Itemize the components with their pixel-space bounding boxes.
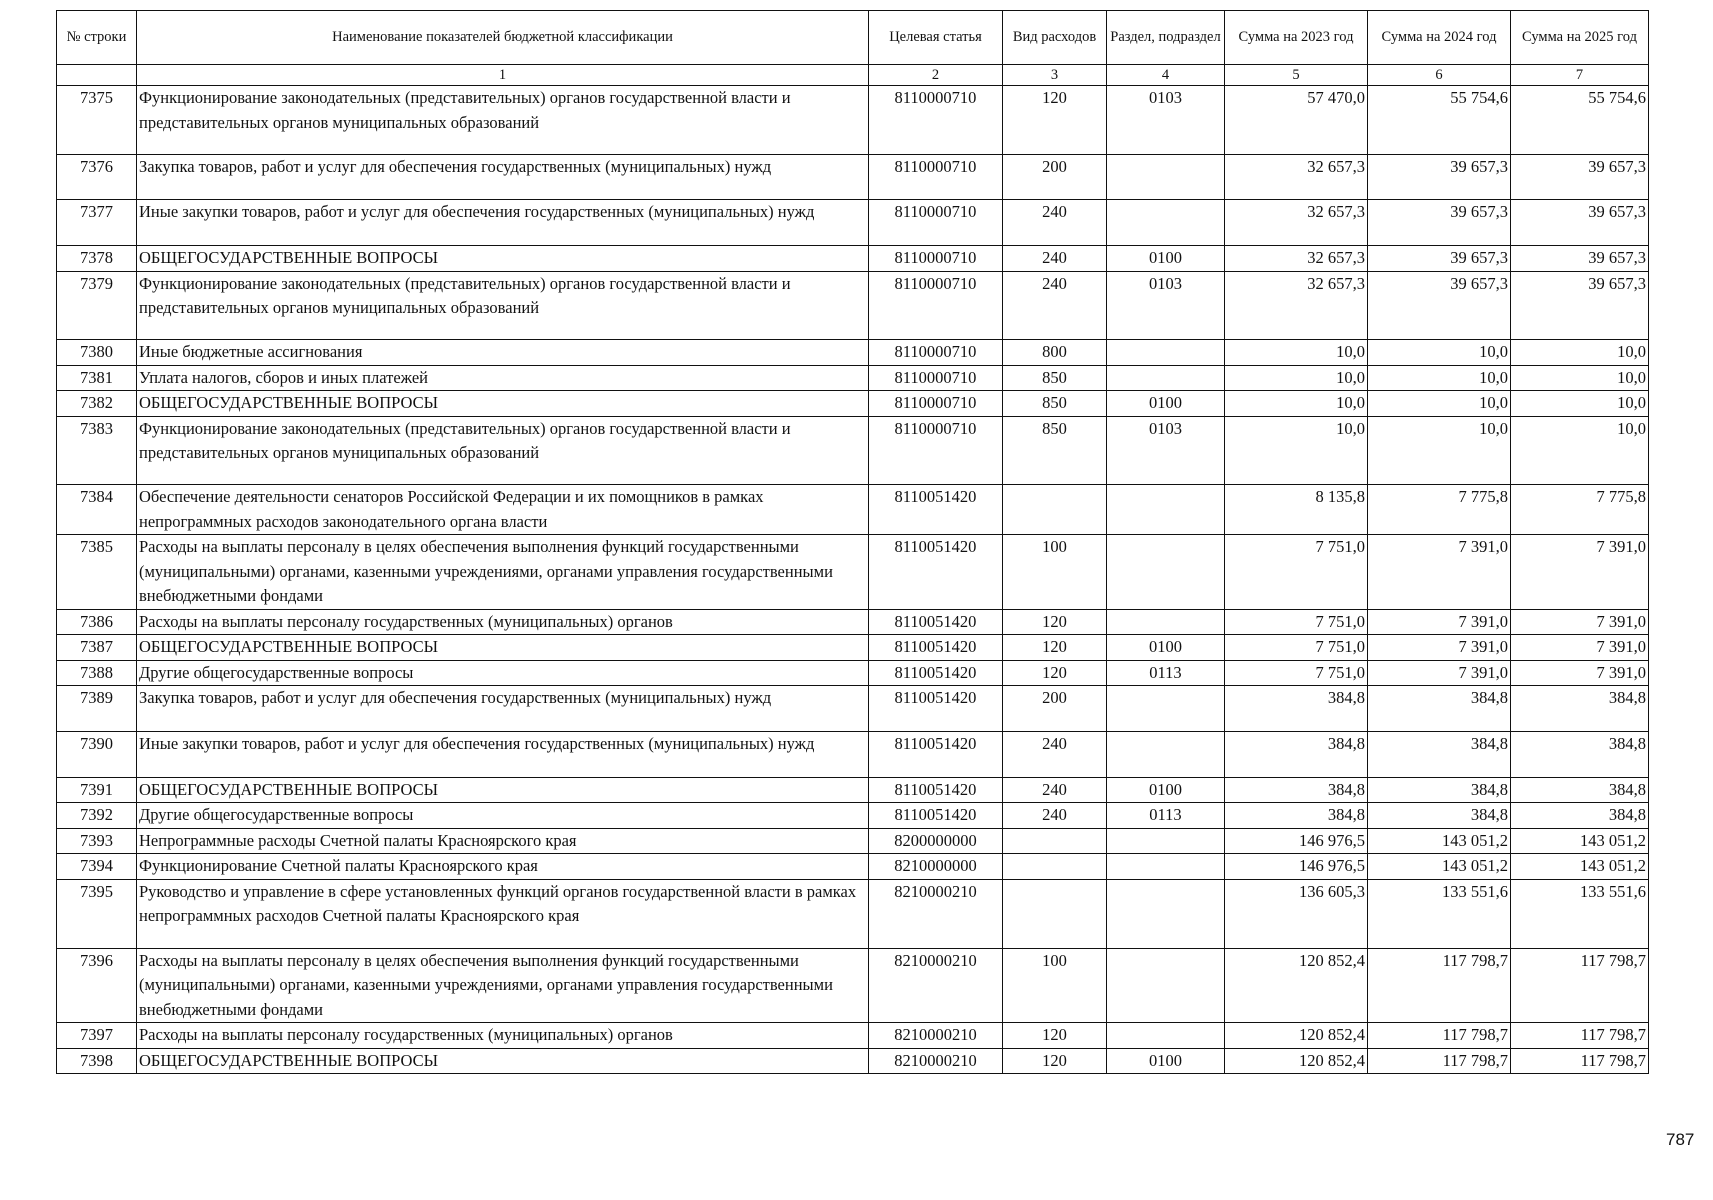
table-row: [57, 879, 1649, 948]
target-article-cell: 8110000710: [869, 200, 1003, 246]
column-number: [57, 65, 137, 86]
section-cell: [1107, 879, 1225, 948]
indicator-name-cell: Функционирование Счетной палаты Красноярского края: [137, 854, 869, 880]
indicator-name-cell: Иные закупки товаров, работ и услуг для обеспечения государственных (муниципальных) нужд: [137, 732, 869, 778]
column-number: 5: [1225, 65, 1368, 86]
row-number-cell: 7392: [57, 803, 137, 829]
section-cell: [1107, 854, 1225, 880]
row-number-cell: 7376: [57, 154, 137, 200]
expense-type-cell: 240: [1003, 777, 1107, 803]
table-row: [57, 609, 1649, 635]
section-cell: [1107, 365, 1225, 391]
target-article-cell: 8110051420: [869, 660, 1003, 686]
expense-type-cell: 240: [1003, 732, 1107, 778]
table-row: [57, 803, 1649, 829]
row-number-cell: 7393: [57, 828, 137, 854]
column-number: 7: [1511, 65, 1649, 86]
sum-2024-cell: 39 657,3: [1368, 200, 1511, 246]
sum-2023-cell: 32 657,3: [1225, 246, 1368, 272]
table-row: [57, 854, 1649, 880]
page-number: 787: [1666, 1130, 1695, 1149]
sum-2023-cell: 10,0: [1225, 365, 1368, 391]
expense-type-cell: 850: [1003, 416, 1107, 485]
target-article-cell: 8110000710: [869, 246, 1003, 272]
sum-2024-cell: 384,8: [1368, 803, 1511, 829]
sum-2024-cell: 117 798,7: [1368, 1048, 1511, 1074]
indicator-name-cell: Расходы на выплаты персоналу в целях обеспечения выполнения функций государственными (муниципальными) органами, казенными учреждениями, органами управления государственными внебюджетными фондами: [137, 948, 869, 1023]
target-article-cell: 8110000710: [869, 391, 1003, 417]
sum-2025-cell: 7 391,0: [1511, 660, 1649, 686]
sum-2025-cell: 10,0: [1511, 340, 1649, 366]
table-row: [57, 365, 1649, 391]
sum-2025-cell: 143 051,2: [1511, 828, 1649, 854]
header-sum-2023: Сумма на 2023 год: [1225, 11, 1368, 65]
sum-2023-cell: 10,0: [1225, 340, 1368, 366]
column-numbers-row: [57, 65, 1649, 86]
sum-2025-cell: 7 391,0: [1511, 535, 1649, 610]
sum-2023-cell: 120 852,4: [1225, 948, 1368, 1023]
sum-2024-cell: 7 391,0: [1368, 609, 1511, 635]
column-number: 4: [1107, 65, 1225, 86]
table-row: [57, 732, 1649, 778]
indicator-name-cell: Другие общегосударственные вопросы: [137, 803, 869, 829]
sum-2025-cell: 7 391,0: [1511, 609, 1649, 635]
target-article-cell: 8110051420: [869, 803, 1003, 829]
expense-type-cell: 200: [1003, 686, 1107, 732]
header-name: Наименование показателей бюджетной классификации: [137, 11, 869, 65]
sum-2023-cell: 120 852,4: [1225, 1023, 1368, 1049]
sum-2024-cell: 384,8: [1368, 777, 1511, 803]
row-number-cell: 7384: [57, 485, 137, 535]
table-row: [57, 271, 1649, 340]
column-number: 3: [1003, 65, 1107, 86]
section-cell: [1107, 485, 1225, 535]
sum-2023-cell: 32 657,3: [1225, 200, 1368, 246]
target-article-cell: 8200000000: [869, 828, 1003, 854]
sum-2025-cell: 39 657,3: [1511, 246, 1649, 272]
row-number-cell: 7391: [57, 777, 137, 803]
sum-2024-cell: 10,0: [1368, 340, 1511, 366]
target-article-cell: 8210000210: [869, 879, 1003, 948]
table-row: [57, 391, 1649, 417]
sum-2025-cell: 384,8: [1511, 777, 1649, 803]
section-cell: [1107, 686, 1225, 732]
indicator-name-cell: Расходы на выплаты персоналу государственных (муниципальных) органов: [137, 1023, 869, 1049]
table-row: [57, 340, 1649, 366]
table-row: [57, 485, 1649, 535]
header-row-number: № строки: [57, 11, 137, 65]
sum-2024-cell: 7 391,0: [1368, 535, 1511, 610]
sum-2025-cell: 384,8: [1511, 686, 1649, 732]
row-number-cell: 7382: [57, 391, 137, 417]
indicator-name-cell: Руководство и управление в сфере установленных функций органов государственной власти в рамках непрограммных расходов Счетной палаты Красноярского края: [137, 879, 869, 948]
row-number-cell: 7380: [57, 340, 137, 366]
sum-2023-cell: 384,8: [1225, 686, 1368, 732]
section-cell: 0113: [1107, 803, 1225, 829]
table-row: [57, 200, 1649, 246]
section-cell: 0100: [1107, 777, 1225, 803]
sum-2023-cell: 8 135,8: [1225, 485, 1368, 535]
table-row: [57, 1048, 1649, 1074]
sum-2025-cell: 10,0: [1511, 365, 1649, 391]
sum-2023-cell: 10,0: [1225, 391, 1368, 417]
sum-2023-cell: 10,0: [1225, 416, 1368, 485]
target-article-cell: 8110000710: [869, 340, 1003, 366]
row-number-cell: 7379: [57, 271, 137, 340]
expense-type-cell: [1003, 828, 1107, 854]
sum-2023-cell: 7 751,0: [1225, 660, 1368, 686]
sum-2024-cell: 39 657,3: [1368, 271, 1511, 340]
section-cell: [1107, 535, 1225, 610]
sum-2023-cell: 146 976,5: [1225, 828, 1368, 854]
target-article-cell: 8110051420: [869, 609, 1003, 635]
expense-type-cell: 240: [1003, 271, 1107, 340]
expense-type-cell: [1003, 485, 1107, 535]
expense-type-cell: 850: [1003, 365, 1107, 391]
section-cell: 0100: [1107, 391, 1225, 417]
sum-2023-cell: 32 657,3: [1225, 154, 1368, 200]
indicator-name-cell: Расходы на выплаты персоналу государственных (муниципальных) органов: [137, 609, 869, 635]
target-article-cell: 8210000000: [869, 854, 1003, 880]
sum-2024-cell: 7 391,0: [1368, 635, 1511, 661]
sum-2025-cell: 384,8: [1511, 732, 1649, 778]
sum-2024-cell: 39 657,3: [1368, 246, 1511, 272]
target-article-cell: 8210000210: [869, 1048, 1003, 1074]
table-row: [57, 777, 1649, 803]
sum-2025-cell: 117 798,7: [1511, 1023, 1649, 1049]
expense-type-cell: 240: [1003, 200, 1107, 246]
section-cell: [1107, 609, 1225, 635]
row-number-cell: 7395: [57, 879, 137, 948]
indicator-name-cell: ОБЩЕГОСУДАРСТВЕННЫЕ ВОПРОСЫ: [137, 777, 869, 803]
sum-2024-cell: 7 775,8: [1368, 485, 1511, 535]
row-number-cell: 7386: [57, 609, 137, 635]
sum-2023-cell: 57 470,0: [1225, 86, 1368, 155]
indicator-name-cell: Функционирование законодательных (представительных) органов государственной власти и представительных органов муниципальных образований: [137, 271, 869, 340]
header-expense-type: Вид расходов: [1003, 11, 1107, 65]
indicator-name-cell: Иные закупки товаров, работ и услуг для обеспечения государственных (муниципальных) нужд: [137, 200, 869, 246]
expense-type-cell: 120: [1003, 1048, 1107, 1074]
sum-2025-cell: 117 798,7: [1511, 1048, 1649, 1074]
section-cell: [1107, 828, 1225, 854]
expense-type-cell: 200: [1003, 154, 1107, 200]
section-cell: [1107, 340, 1225, 366]
target-article-cell: 8210000210: [869, 948, 1003, 1023]
expense-type-cell: 240: [1003, 246, 1107, 272]
expense-type-cell: 120: [1003, 1023, 1107, 1049]
row-number-cell: 7390: [57, 732, 137, 778]
row-number-cell: 7398: [57, 1048, 137, 1074]
header-section: Раздел, подраздел: [1107, 11, 1225, 65]
table-body: [57, 86, 1649, 1074]
sum-2024-cell: 10,0: [1368, 416, 1511, 485]
section-cell: 0100: [1107, 1048, 1225, 1074]
section-cell: 0100: [1107, 246, 1225, 272]
sum-2023-cell: 7 751,0: [1225, 609, 1368, 635]
indicator-name-cell: Функционирование законодательных (представительных) органов государственной власти и представительных органов муниципальных образований: [137, 416, 869, 485]
expense-type-cell: 120: [1003, 660, 1107, 686]
sum-2025-cell: 39 657,3: [1511, 154, 1649, 200]
sum-2023-cell: 384,8: [1225, 777, 1368, 803]
sum-2024-cell: 7 391,0: [1368, 660, 1511, 686]
row-number-cell: 7381: [57, 365, 137, 391]
column-number: 2: [869, 65, 1003, 86]
indicator-name-cell: Непрограммные расходы Счетной палаты Красноярского края: [137, 828, 869, 854]
sum-2025-cell: 39 657,3: [1511, 200, 1649, 246]
section-cell: [1107, 200, 1225, 246]
indicator-name-cell: ОБЩЕГОСУДАРСТВЕННЫЕ ВОПРОСЫ: [137, 246, 869, 272]
target-article-cell: 8110000710: [869, 86, 1003, 155]
indicator-name-cell: ОБЩЕГОСУДАРСТВЕННЫЕ ВОПРОСЫ: [137, 1048, 869, 1074]
expense-type-cell: [1003, 854, 1107, 880]
row-number-cell: 7394: [57, 854, 137, 880]
header-row: [57, 11, 1649, 65]
row-number-cell: 7377: [57, 200, 137, 246]
sum-2025-cell: 7 391,0: [1511, 635, 1649, 661]
sum-2024-cell: 55 754,6: [1368, 86, 1511, 155]
sum-2025-cell: 143 051,2: [1511, 854, 1649, 880]
expense-type-cell: 120: [1003, 609, 1107, 635]
row-number-cell: 7387: [57, 635, 137, 661]
sum-2024-cell: 117 798,7: [1368, 948, 1511, 1023]
header-sum-2025: Сумма на 2025 год: [1511, 11, 1649, 65]
row-number-cell: 7378: [57, 246, 137, 272]
indicator-name-cell: Функционирование законодательных (представительных) органов государственной власти и представительных органов муниципальных образований: [137, 86, 869, 155]
indicator-name-cell: Закупка товаров, работ и услуг для обеспечения государственных (муниципальных) нужд: [137, 154, 869, 200]
sum-2025-cell: 7 775,8: [1511, 485, 1649, 535]
section-cell: 0113: [1107, 660, 1225, 686]
indicator-name-cell: Иные бюджетные ассигнования: [137, 340, 869, 366]
sum-2024-cell: 133 551,6: [1368, 879, 1511, 948]
column-number: 6: [1368, 65, 1511, 86]
table-row: [57, 246, 1649, 272]
sum-2024-cell: 143 051,2: [1368, 828, 1511, 854]
indicator-name-cell: Обеспечение деятельности сенаторов Российской Федерации и их помощников в рамках непрограммных расходов законодательного органа власти: [137, 485, 869, 535]
budget-classification-table: [56, 10, 1649, 1074]
column-number: 1: [137, 65, 869, 86]
expense-type-cell: [1003, 879, 1107, 948]
row-number-cell: 7397: [57, 1023, 137, 1049]
header-sum-2024: Сумма на 2024 год: [1368, 11, 1511, 65]
row-number-cell: 7396: [57, 948, 137, 1023]
sum-2025-cell: 10,0: [1511, 416, 1649, 485]
sum-2023-cell: 384,8: [1225, 732, 1368, 778]
row-number-cell: 7375: [57, 86, 137, 155]
header-target-article: Целевая статья: [869, 11, 1003, 65]
sum-2023-cell: 384,8: [1225, 803, 1368, 829]
sum-2023-cell: 146 976,5: [1225, 854, 1368, 880]
sum-2025-cell: 55 754,6: [1511, 86, 1649, 155]
table-row: [57, 416, 1649, 485]
table-row: [57, 635, 1649, 661]
sum-2025-cell: 39 657,3: [1511, 271, 1649, 340]
sum-2025-cell: 384,8: [1511, 803, 1649, 829]
row-number-cell: 7388: [57, 660, 137, 686]
table-row: [57, 154, 1649, 200]
row-number-cell: 7389: [57, 686, 137, 732]
sum-2024-cell: 39 657,3: [1368, 154, 1511, 200]
target-article-cell: 8110051420: [869, 777, 1003, 803]
sum-2024-cell: 143 051,2: [1368, 854, 1511, 880]
sum-2023-cell: 7 751,0: [1225, 535, 1368, 610]
section-cell: 0103: [1107, 416, 1225, 485]
section-cell: [1107, 154, 1225, 200]
expense-type-cell: 100: [1003, 535, 1107, 610]
target-article-cell: 8110000710: [869, 416, 1003, 485]
sum-2025-cell: 117 798,7: [1511, 948, 1649, 1023]
table-row: [57, 535, 1649, 610]
target-article-cell: 8110051420: [869, 485, 1003, 535]
indicator-name-cell: Расходы на выплаты персоналу в целях обеспечения выполнения функций государственными (муниципальными) органами, казенными учреждениями, органами управления государственными внебюджетными фондами: [137, 535, 869, 610]
table-row: [57, 948, 1649, 1023]
expense-type-cell: 100: [1003, 948, 1107, 1023]
target-article-cell: 8210000210: [869, 1023, 1003, 1049]
section-cell: 0103: [1107, 86, 1225, 155]
indicator-name-cell: Уплата налогов, сборов и иных платежей: [137, 365, 869, 391]
sum-2023-cell: 7 751,0: [1225, 635, 1368, 661]
target-article-cell: 8110051420: [869, 732, 1003, 778]
expense-type-cell: 850: [1003, 391, 1107, 417]
sum-2024-cell: 384,8: [1368, 732, 1511, 778]
table-row: [57, 660, 1649, 686]
indicator-name-cell: ОБЩЕГОСУДАРСТВЕННЫЕ ВОПРОСЫ: [137, 635, 869, 661]
target-article-cell: 8110000710: [869, 365, 1003, 391]
indicator-name-cell: ОБЩЕГОСУДАРСТВЕННЫЕ ВОПРОСЫ: [137, 391, 869, 417]
table-row: [57, 828, 1649, 854]
section-cell: 0100: [1107, 635, 1225, 661]
sum-2023-cell: 136 605,3: [1225, 879, 1368, 948]
row-number-cell: 7383: [57, 416, 137, 485]
sum-2023-cell: 32 657,3: [1225, 271, 1368, 340]
expense-type-cell: 120: [1003, 86, 1107, 155]
target-article-cell: 8110000710: [869, 271, 1003, 340]
row-number-cell: 7385: [57, 535, 137, 610]
expense-type-cell: 240: [1003, 803, 1107, 829]
target-article-cell: 8110051420: [869, 535, 1003, 610]
sum-2024-cell: 10,0: [1368, 365, 1511, 391]
table-row: [57, 86, 1649, 155]
table-row: [57, 686, 1649, 732]
sum-2023-cell: 120 852,4: [1225, 1048, 1368, 1074]
target-article-cell: 8110000710: [869, 154, 1003, 200]
target-article-cell: 8110051420: [869, 635, 1003, 661]
target-article-cell: 8110051420: [869, 686, 1003, 732]
sum-2024-cell: 10,0: [1368, 391, 1511, 417]
sum-2024-cell: 384,8: [1368, 686, 1511, 732]
sum-2025-cell: 10,0: [1511, 391, 1649, 417]
expense-type-cell: 800: [1003, 340, 1107, 366]
sum-2025-cell: 133 551,6: [1511, 879, 1649, 948]
indicator-name-cell: Закупка товаров, работ и услуг для обеспечения государственных (муниципальных) нужд: [137, 686, 869, 732]
section-cell: [1107, 1023, 1225, 1049]
section-cell: [1107, 732, 1225, 778]
sum-2024-cell: 117 798,7: [1368, 1023, 1511, 1049]
section-cell: 0103: [1107, 271, 1225, 340]
section-cell: [1107, 948, 1225, 1023]
indicator-name-cell: Другие общегосударственные вопросы: [137, 660, 869, 686]
table-row: [57, 1023, 1649, 1049]
expense-type-cell: 120: [1003, 635, 1107, 661]
